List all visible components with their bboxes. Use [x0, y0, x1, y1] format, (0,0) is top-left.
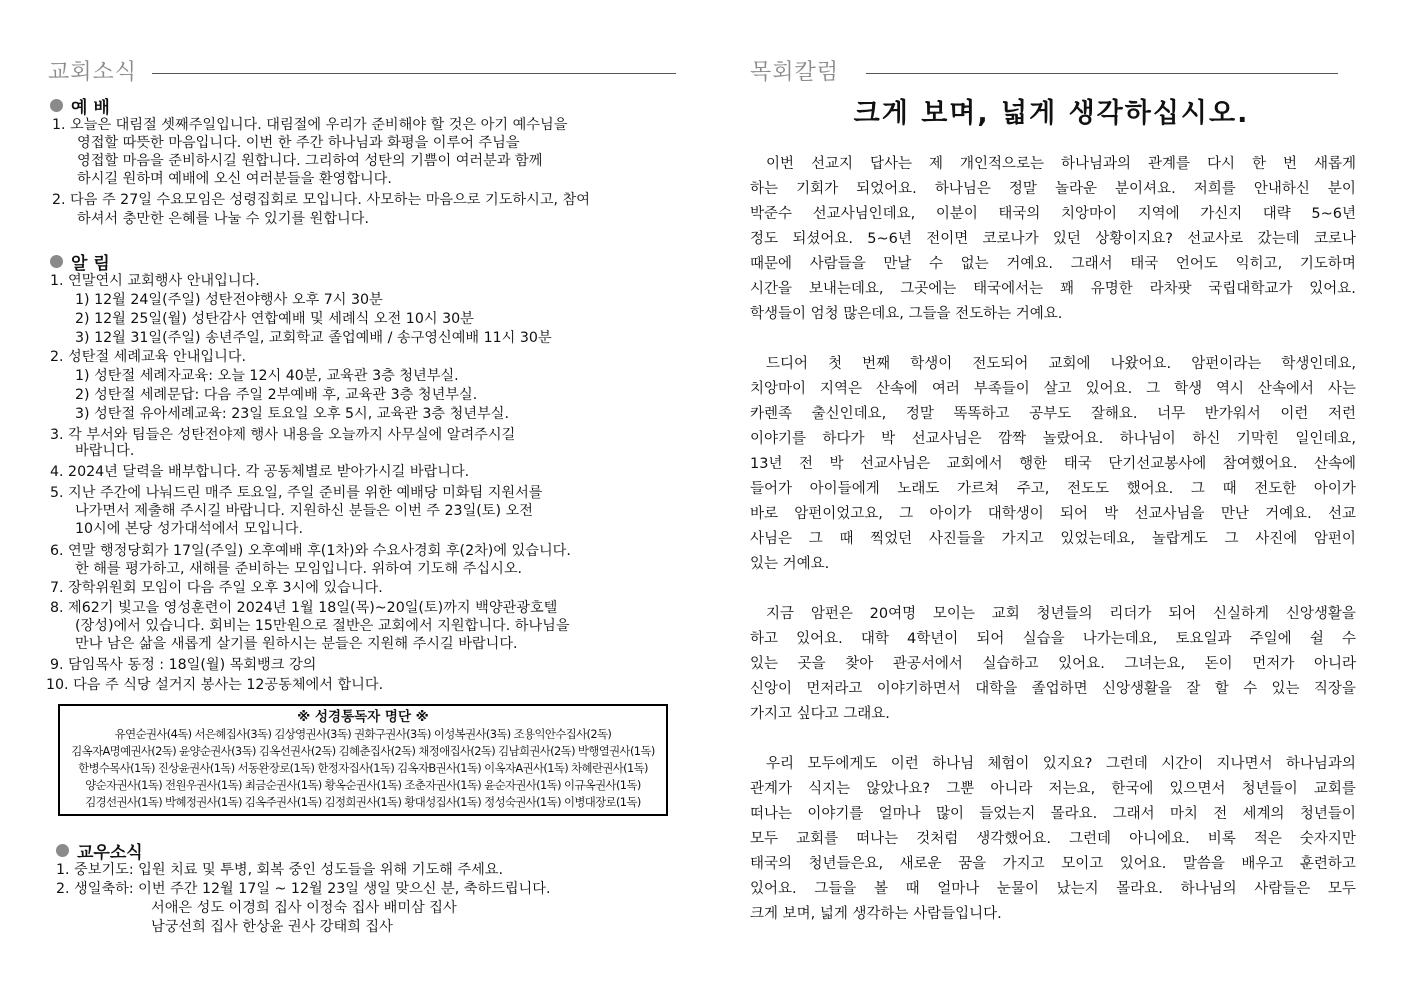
worship-heading-label: 예 배 [71, 98, 110, 118]
bible-reader-row: 양순자권사(1독) 전원우권사(1독) 최금순권사(1독) 황옥순권사(1독) 조춘자권사(1독) 윤순자권사(1독) 이규옥권사(1독) [85, 778, 641, 792]
section-title-church-news: 교회소식 [48, 60, 138, 85]
list-item: 9. 담임목사 동정 : 18일(월) 목회뱅크 강의 [50, 657, 317, 673]
list-item: 만나 남은 삶을 새롭게 살기를 원하시는 분들은 지원해 주시길 바랍니다. [75, 636, 518, 652]
list-item: 2. 성탄절 세례교육 안내입니다. [50, 349, 247, 365]
column-paragraph-line: 때문에 사람들을 만날 수 없는 거예요. 그래서 태국 언어도 익히고, 기도하며 [750, 256, 1356, 272]
bible-readers-box [58, 704, 668, 816]
list-item: 영접할 따뜻한 마음입니다. 이번 한 주간 하나님과 화평을 이루어 주님을 [77, 135, 520, 151]
column-paragraph-line: 박준수 선교사님인데요, 이분이 태국의 치앙마이 지역에 가신지 대략 5~6년 [750, 206, 1356, 222]
members-heading-label: 교우소식 [77, 843, 143, 863]
list-item: 한 해를 평가하고, 새해를 준비하는 모임입니다. 위하여 기도해 주십시오. [75, 561, 523, 577]
column-title: 크게 보며, 넓게 생각하십시오. [853, 98, 1250, 129]
column-paragraph-line: 이번 선교지 답사는 제 개인적으로는 하나님과의 관계를 다시 한 번 새롭게 [766, 156, 1356, 172]
list-item: 10. 다음 주 식당 설거지 봉사는 12공동체에서 합니다. [46, 677, 384, 693]
list-item: 1. 연말연시 교회행사 안내입니다. [50, 273, 260, 289]
column-paragraph-line: 정도 되셨어요. 5~6년 전이면 코로나가 있던 상황이지요? 선교사로 갔는데 코로나 [750, 231, 1356, 247]
list-item: 1. 중보기도: 입원 치료 및 투병, 회복 중인 성도들을 위해 기도해 주세요. [56, 862, 503, 878]
column-paragraph-line: 하는 기회가 되었어요. 하나님은 정말 놀라운 분이셔요. 저희를 안내하신 분이 [750, 181, 1356, 197]
bible-reader-row: 김경선권사(1독) 박혜정권사(1독) 김옥주권사(1독) 김정희권사(1독) 황대성집사(1독) 정성숙권사(1독) 이병대장로(1독) [85, 795, 641, 809]
column-paragraph-line: 학생들이 엄청 많은데요, 그들을 전도하는 거예요. [750, 306, 1063, 322]
column-paragraph-line: 사님은 그 때 찍었던 사진들을 가지고 있었는데요, 놀랍게도 그 사진에 암펀이 [750, 531, 1356, 547]
bible-readers-title: ※ 성경통독자 명단 ※ [297, 709, 429, 725]
column-paragraph-line: 크게 보며, 넓게 생각하는 사람들입니다. [750, 906, 1002, 922]
filled-circle-icon [50, 99, 63, 112]
column-paragraph-line: 신앙이 먼저라고 이야기하면서 대학을 졸업하면 신앙생활을 잘 할 수 있는 직장을 [750, 681, 1356, 697]
column-paragraph-line: 지금 암펀은 20여명 모이는 교회 청년들의 리더가 되어 신실하게 신앙생활을 [766, 606, 1356, 622]
section-title-pastoral: 목회칼럼 [750, 60, 840, 85]
pastoral-column [700, 0, 1403, 992]
filled-circle-icon [56, 844, 69, 857]
list-item: 2. 생일축하: 이번 주간 12월 17일 ~ 12월 23일 생일 맞으신 분, 축하드립니다. [56, 881, 551, 897]
list-item: 2) 성탄절 세례문답: 다음 주일 2부예배 후, 교육관 3층 청년부실. [75, 387, 478, 403]
column-paragraph-line: 드디어 첫 번째 학생이 전도되어 교회에 나왔어요. 암펀이라는 학생인데요, [766, 356, 1356, 372]
list-item: 2) 12월 25일(월) 성탄감사 연합예배 및 세례식 오전 10시 30분 [75, 311, 474, 327]
column-paragraph-line: 태국의 청년들은요, 새로운 꿈을 가지고 모이고 있어요. 말씀을 배우고 훈련하고 [750, 856, 1356, 872]
list-item: 1. 오늘은 대림절 셋째주일입니다. 대림절에 우리가 준비해야 할 것은 아기 예수님을 [52, 117, 568, 133]
filled-circle-icon [50, 255, 63, 268]
list-item: 4. 2024년 달력을 배부합니다. 각 공동체별로 받아가시길 바랍니다. [50, 464, 470, 480]
list-item: 하시길 원하며 예배에 오신 여러분들을 환영합니다. [77, 171, 392, 187]
list-item: 6. 연말 행정당회가 17일(주일) 오후예배 후(1차)와 수요사경회 후(2차)에 있습니다. [50, 543, 571, 559]
bible-reader-row: 유연순권사(4독) 서은혜집사(3독) 김상영권사(3독) 권화구권사(3독) 이성복권사(3독) 조용익안수집사(2독) [114, 727, 612, 741]
list-item: 남궁선희 집사 한상윤 권사 강태희 집사 [151, 919, 393, 935]
list-item: 5. 지난 주간에 나눠드린 매주 토요일, 주일 준비를 위한 예배당 미화팀 지원서를 [50, 485, 543, 501]
column-paragraph-line: 들어가 아이들에게 노래도 가르쳐 주고, 전도도 했어요. 그 때 전도한 아이가 [750, 481, 1356, 497]
list-item: 하셔서 충만한 은혜를 나눌 수 있기를 원합니다. [77, 211, 369, 227]
column-paragraph-line: 카렌족 출신인데요, 정말 똑똑하고 공부도 잘해요. 너무 반가워서 이런 저런 [750, 406, 1356, 422]
members-heading [56, 838, 143, 863]
list-item: 8. 제62기 빛고을 영성훈련이 2024년 1월 18일(목)~20일(토)까지 백양관광호텔 [50, 600, 558, 616]
bible-reader-row: 한병수목사(1독) 진상윤권사(1독) 서동완장로(1독) 한정자집사(1독) 김옥자B권사(1독) 이옥자A권사(1독) 차혜란권사(1독) [78, 761, 648, 775]
list-item: 1) 성탄절 세례자교육: 오늘 12시 40분, 교육관 3층 청년부실. [75, 368, 459, 384]
list-item: 서애은 성도 이경희 집사 이정숙 집사 배미삼 집사 [151, 900, 457, 916]
column-paragraph-line: 우리 모두에게도 이런 하나님 체험이 있지요? 그런데 시간이 지나면서 하나님과의 [766, 756, 1356, 772]
notices-heading-label: 알 림 [71, 254, 110, 274]
column-paragraph-line: 가지고 싶다고 그래요. [750, 706, 890, 722]
list-item: 10시에 본당 성가대석에서 모입니다. [75, 521, 303, 537]
column-paragraph-line: 13년 전 박 선교사님은 교회에서 행한 태국 단기선교봉사에 참여했어요. 산속에 [750, 456, 1356, 472]
bible-reader-row: 김옥자A명예권사(2독) 윤양순권사(3독) 김옥선권사(2독) 김혜춘집사(2독) 채정애집사(2독) 김남희권사(2독) 박행열권사(1독) [71, 744, 655, 758]
list-item: 1) 12월 24일(주일) 성탄전야행사 오후 7시 30분 [75, 292, 383, 308]
column-paragraph-line: 바로 암펀이었고요, 그 아이가 대학생이 되어 박 선교사님을 만난 거예요. 선교 [750, 506, 1356, 522]
list-item: 영접할 마음을 준비하시길 원합니다. 그리하여 성탄의 기쁨이 여러분과 함께 [77, 153, 543, 169]
church-news-column [0, 0, 700, 992]
notices-heading [50, 249, 110, 274]
column-paragraph-line: 이야기를 하다가 박 선교사님은 깜짝 놀랐어요. 하나님이 하신 기막힌 일인데요, [750, 431, 1356, 447]
list-item: 바랍니다. [75, 443, 135, 459]
section-title-rule [866, 73, 1338, 74]
column-paragraph-line: 치앙마이 지역은 산속에 여러 부족들이 살고 있어요. 그 학생 역시 산속에서 사는 [750, 381, 1356, 397]
list-item: 7. 장학위원회 모임이 다음 주일 오후 3시에 있습니다. [50, 580, 383, 596]
column-paragraph-line: 모두 교회를 떠나는 것처럼 생각했어요. 그런데 아니에요. 비록 적은 숫자지만 [750, 831, 1356, 847]
list-item: 3) 성탄절 유아세례교육: 23일 토요일 오후 5시, 교육관 3층 청년부실. [75, 406, 509, 422]
column-paragraph-line: 시간을 보내는데요, 그곳에는 태국에서는 꽤 유명한 라차팟 국립대학교가 있어요. [750, 281, 1356, 297]
column-paragraph-line: 떠나는 이야기를 얼마나 많이 들었는지 몰라요. 그래서 마치 전 세계의 청년들이 [750, 806, 1356, 822]
list-item: 나가면서 제출해 주시길 바랍니다. 지원하신 분들은 이번 주 23일(토) 오전 [75, 503, 533, 519]
list-item: 3) 12월 31일(주일) 송년주일, 교회학교 졸업예배 / 송구영신예배 11시 30분 [75, 330, 552, 346]
worship-heading [50, 93, 110, 118]
column-paragraph-line: 있는 거예요. [750, 556, 830, 572]
column-paragraph-line: 있어요. 그들을 볼 때 얼마나 눈물이 났는지 몰라요. 하나님의 사람들은 모두 [750, 881, 1356, 897]
list-item: 3. 각 부서와 팀들은 성탄전야제 행사 내용을 오늘까지 사무실에 알려주시길 [50, 427, 516, 443]
section-title-rule [152, 73, 676, 74]
column-paragraph-line: 하고 있어요. 대학 4학년이 되어 실습을 나가는데요, 토요일과 주일에 쉴 수 [750, 631, 1356, 647]
list-item: (장성)에서 있습니다. 회비는 15만원으로 절반은 교회에서 지원합니다. 하나님을 [75, 618, 570, 634]
list-item: 2. 다음 주 27일 수요모임은 성령집회로 모입니다. 사모하는 마음으로 기도하시고, 참여 [52, 192, 590, 208]
column-paragraph-line: 있는 곳을 찾아 관공서에서 실습하고 있어요. 그녀는요, 돈이 먼저가 아니라 [750, 656, 1356, 672]
column-paragraph-line: 관계가 식지는 않았나요? 그뿐 아니라 저는요, 한국에 있으면서 청년들이 교회를 [750, 781, 1356, 797]
